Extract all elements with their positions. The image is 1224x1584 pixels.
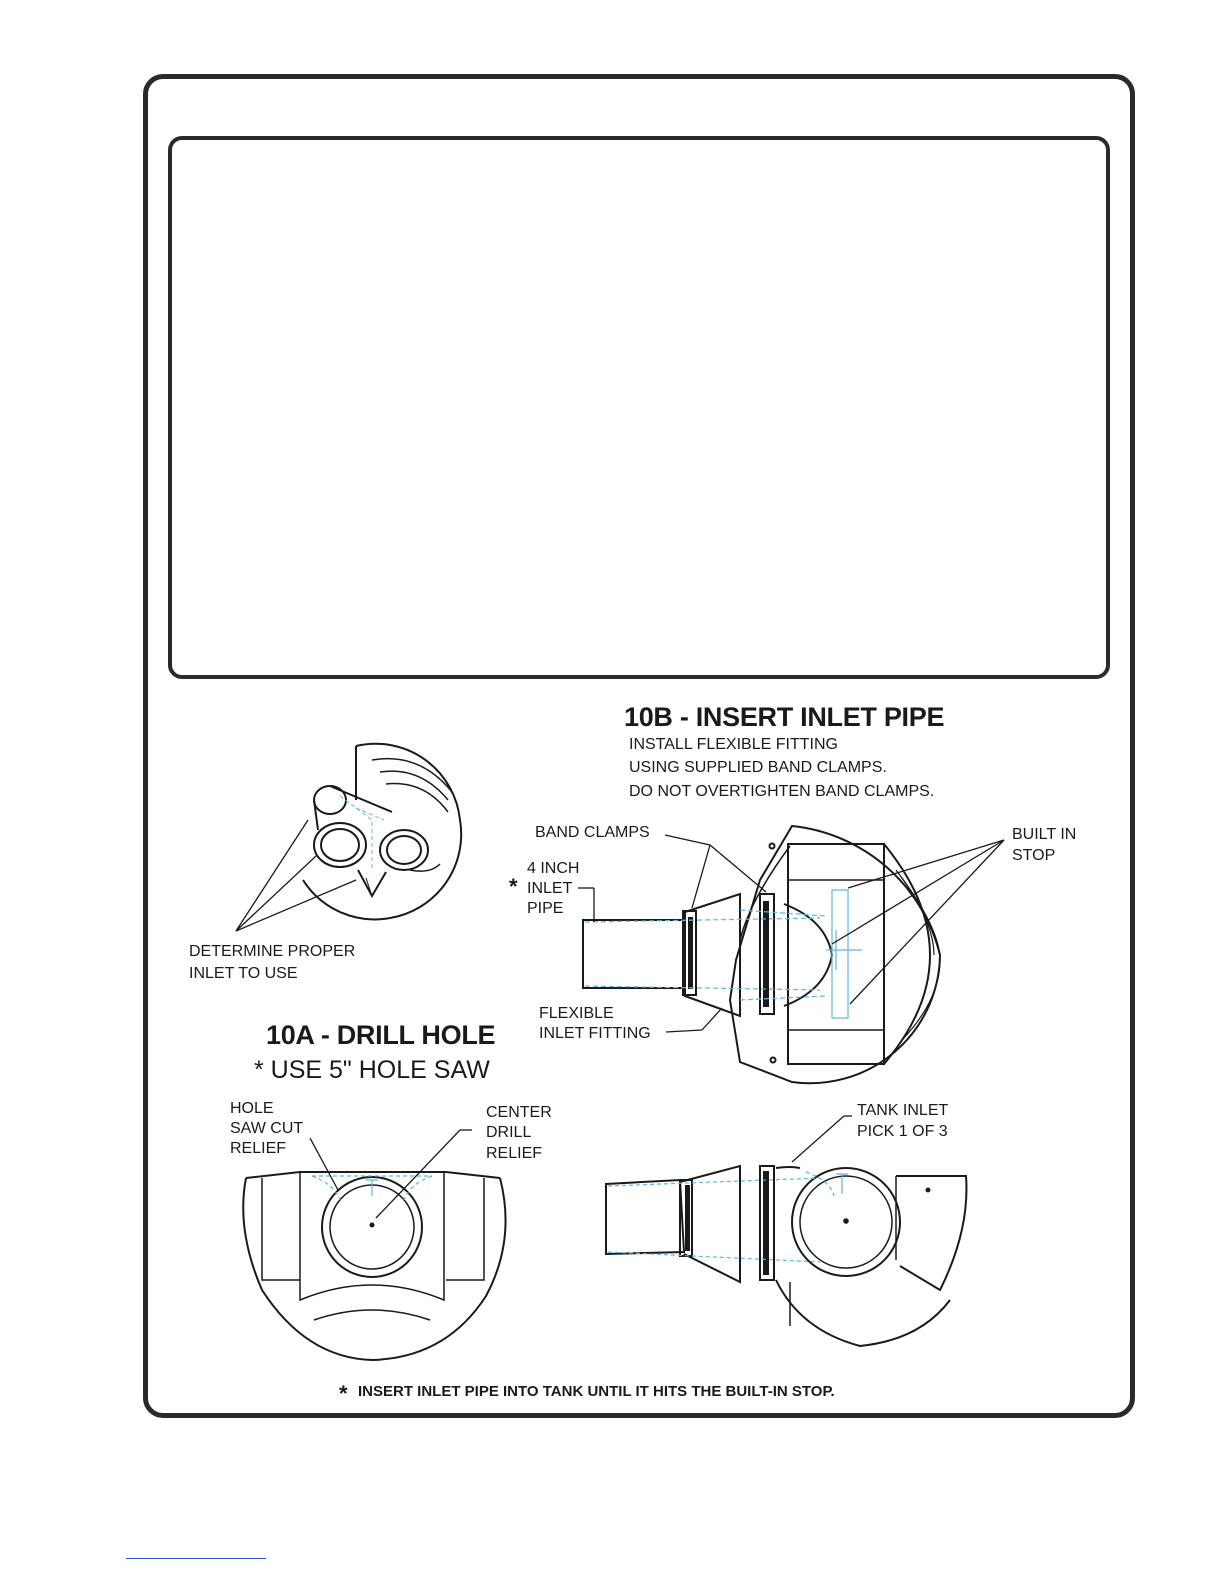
footer-link-underline [126, 1558, 266, 1559]
built-in-stop-label: BUILT IN [1012, 826, 1077, 843]
determine-inlet-leaders [236, 820, 356, 931]
inlet-pipe-label: INLET [527, 880, 573, 897]
determine-inlet-label: DETERMINE PROPER [189, 943, 356, 960]
drill-hole-hidden-lines [312, 1176, 432, 1200]
tank-inlet-label: TANK INLET [857, 1102, 949, 1119]
inlet-pipe-label: PIPE [527, 900, 564, 917]
step-10a-subheading: * USE 5" HOLE SAW [254, 1056, 490, 1084]
step-10b-instruction: DO NOT OVERTIGHTEN BAND CLAMPS. [629, 783, 935, 800]
step-10b-heading: 10B - INSERT INLET PIPE [624, 702, 945, 732]
footnote-asterisk: * [339, 1381, 348, 1406]
hole-saw-label: SAW CUT [230, 1120, 304, 1137]
built-in-stop-label: STOP [1012, 847, 1056, 864]
tank-inlet-detail [606, 1166, 966, 1346]
tank-inlet-hidden-lines [608, 1172, 848, 1262]
drill-hole-detail [243, 1172, 505, 1360]
flexible-fitting-label: FLEXIBLE [539, 1005, 614, 1022]
tank-inlet-leaders [792, 1116, 852, 1162]
flexible-fitting-label: INLET FITTING [539, 1025, 651, 1042]
tank-inlet-label: PICK 1 OF 3 [857, 1123, 948, 1140]
band-clamps-label: BAND CLAMPS [535, 824, 650, 841]
step-10b-instruction: USING SUPPLIED BAND CLAMPS. [629, 759, 887, 776]
determine-inlet-label: INLET TO USE [189, 965, 298, 982]
step-10a-heading: 10A - DRILL HOLE [266, 1020, 496, 1050]
center-drill-label: CENTER [486, 1104, 552, 1121]
drill-hole-leaders [310, 1130, 472, 1218]
center-drill-label: DRILL [486, 1124, 532, 1141]
hole-saw-label: RELIEF [230, 1140, 287, 1157]
footnote-text: INSERT INLET PIPE INTO TANK UNTIL IT HITS THE BUILT-IN STOP. [358, 1383, 835, 1400]
insert-pipe-hidden-lines [585, 890, 862, 1018]
hole-saw-label: HOLE [230, 1100, 274, 1117]
insert-pipe-detail [583, 826, 940, 1083]
step-10b-instruction: INSTALL FLEXIBLE FITTING [629, 736, 838, 753]
center-drill-label: RELIEF [486, 1145, 543, 1162]
inlet-pipe-asterisk: * [509, 874, 518, 899]
inlet-pipe-label: 4 INCH [527, 860, 580, 877]
